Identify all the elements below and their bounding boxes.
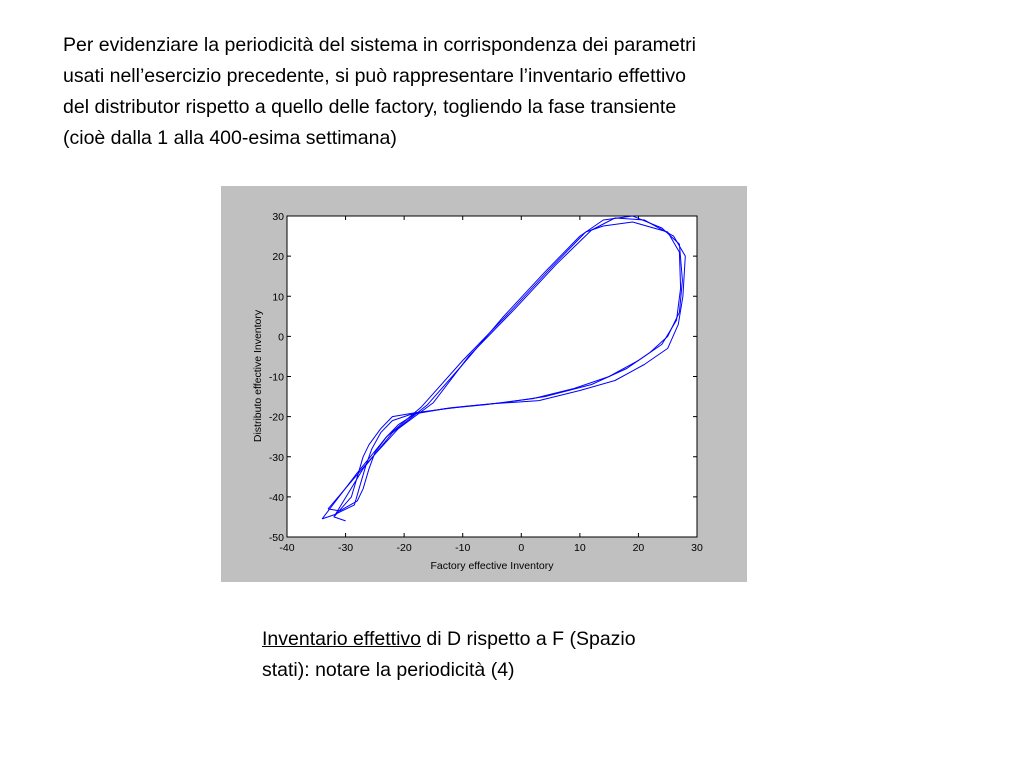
y-tick-label: -40 (268, 491, 284, 504)
x-tick-label: -30 (337, 542, 354, 554)
plot-area (287, 216, 697, 537)
intro-line: Per evidenziare la periodicità del sistema in corrispondenza dei parametri (63, 34, 696, 56)
caption-rest: di D rispetto a F (Spazio (421, 628, 636, 650)
caption (262, 624, 742, 686)
caption-line-2: stati): notare la periodicità (4) (262, 659, 515, 681)
caption-line-1 (262, 624, 742, 655)
intro-paragraph (63, 30, 863, 154)
y-tick-label: 30 (272, 211, 284, 223)
y-tick-label: 0 (278, 331, 284, 344)
x-tick-label: 10 (574, 542, 586, 554)
y-tick-label: -10 (268, 371, 284, 384)
y-tick-label: -20 (268, 411, 284, 424)
caption-underlined: Inventario effettivo (262, 628, 421, 650)
intro-line: (cioè dalla 1 alla 400-esima settimana) (63, 127, 397, 149)
intro-line: usati nell’esercizio precedente, si può rappresentare l’inventario effettivo (63, 65, 686, 87)
x-tick-label: 0 (518, 542, 525, 554)
y-tick-label: 10 (272, 291, 284, 304)
x-tick-label: -20 (396, 542, 412, 554)
x-tick-label: -40 (279, 542, 295, 554)
x-tick-label: 30 (691, 542, 703, 554)
x-tick-label: -10 (455, 542, 471, 554)
x-tick-label: 20 (632, 542, 645, 554)
y-tick-label: 20 (272, 251, 284, 264)
y-tick-label: -50 (268, 532, 284, 544)
phase-space-figure (221, 186, 747, 582)
y-axis-label: Distributo effective Inventory (252, 309, 264, 443)
y-tick-label: -30 (268, 451, 284, 464)
phase-space-chart (221, 186, 747, 582)
x-axis-label: Factory effective Inventory (430, 560, 554, 572)
intro-line: del distributor rispetto a quello delle factory, togliendo la fase transiente (63, 96, 677, 118)
